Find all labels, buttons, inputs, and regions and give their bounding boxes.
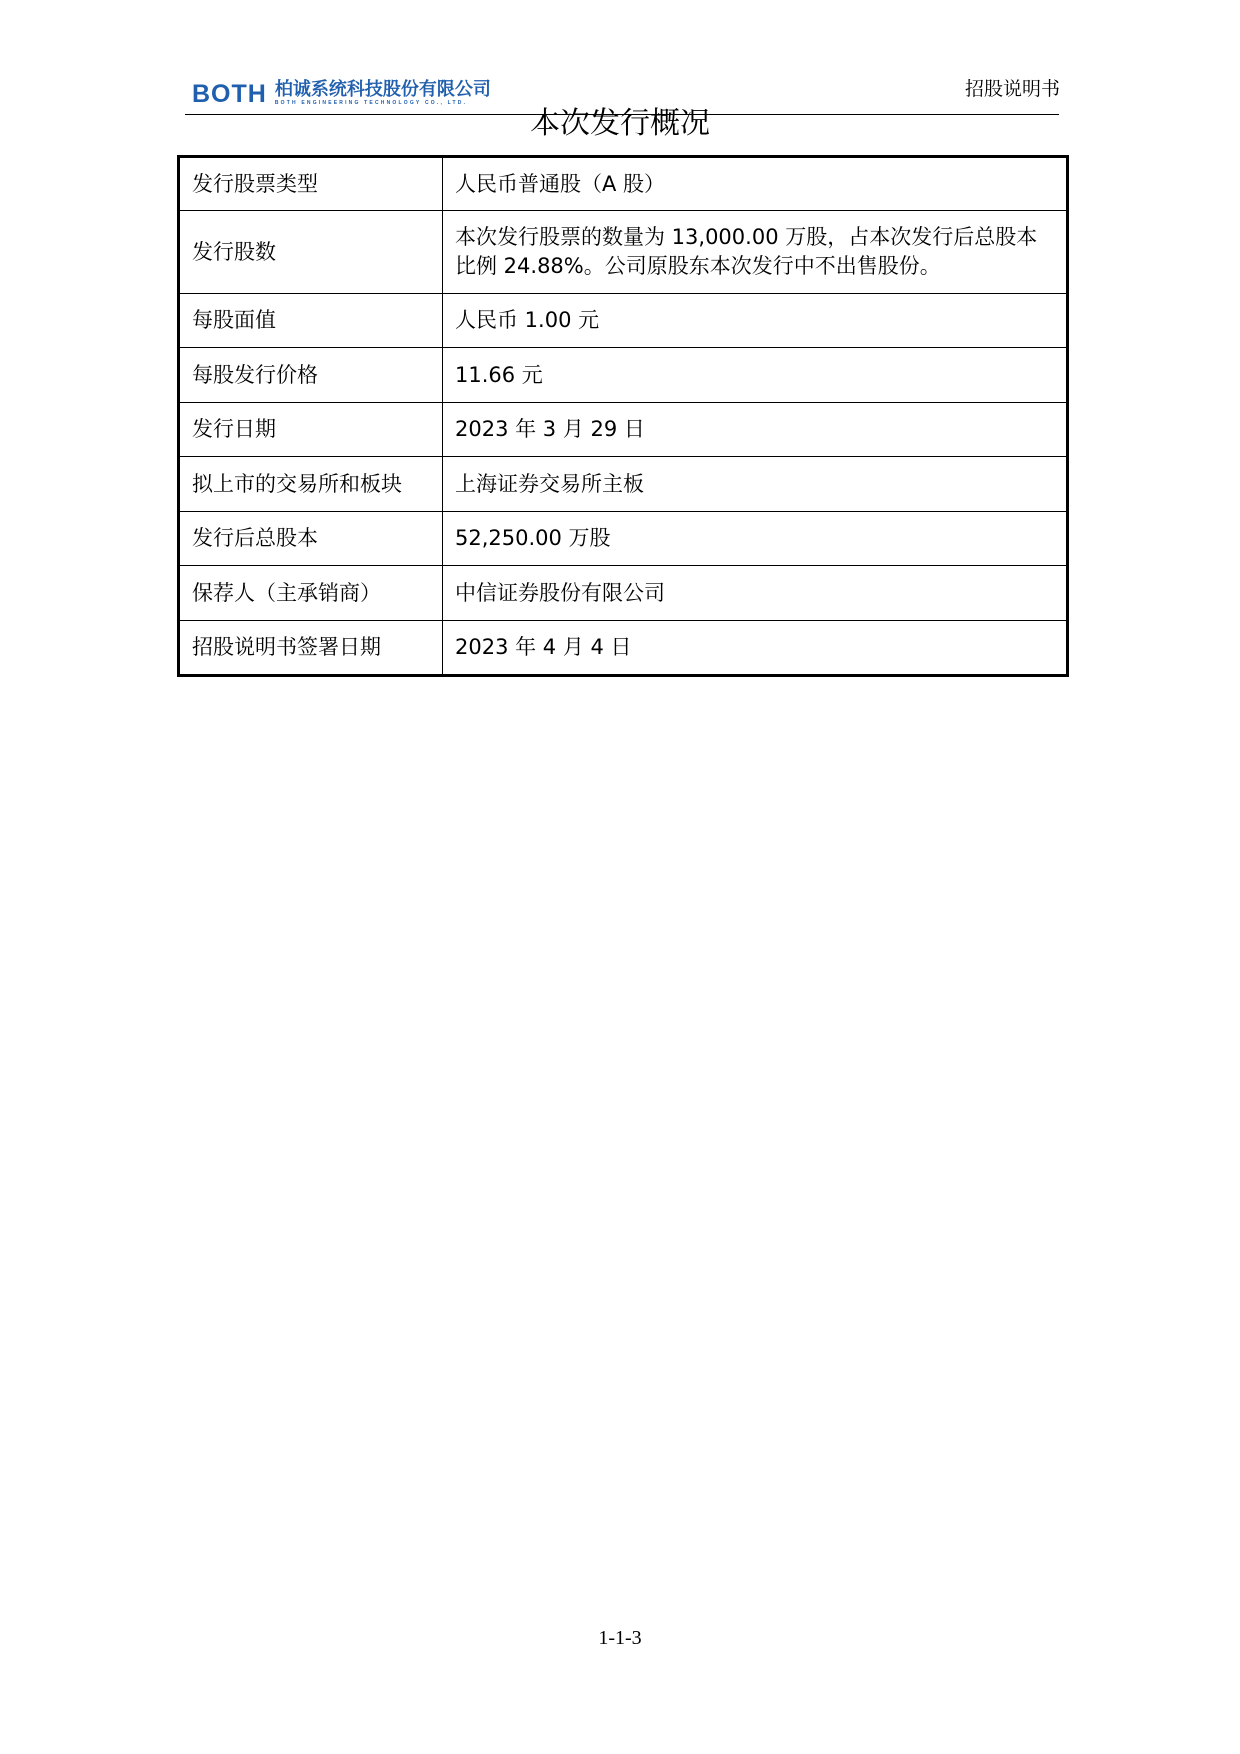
row-value: 上海证券交易所主板 — [443, 457, 1068, 512]
row-label: 发行日期 — [179, 403, 443, 457]
doc-type-label: 招股说明书 — [964, 78, 1060, 100]
row-value: 11.66 元 — [443, 348, 1068, 403]
row-value: 2023 年 4 月 4 日 — [443, 621, 1068, 676]
offering-summary-table — [177, 155, 1069, 677]
page-number: 1-1-3 — [598, 1627, 642, 1649]
logo-company-en: BOTH ENGINEERING TECHNOLOGY CO., LTD. — [274, 100, 468, 106]
logo-company-cn: 柏诚系统科技股份有限公司 — [274, 79, 491, 100]
row-value: 2023 年 3 月 29 日 — [443, 403, 1068, 457]
table-row — [179, 294, 1068, 348]
page-title: 本次发行概况 — [530, 106, 710, 141]
row-label: 招股说明书签署日期 — [179, 621, 443, 676]
table-row — [179, 348, 1068, 403]
row-value: 中信证券股份有限公司 — [443, 566, 1068, 621]
row-value: 人民币普通股（A 股） — [443, 157, 1068, 211]
row-label: 保荐人（主承销商） — [179, 566, 443, 621]
table-row — [179, 566, 1068, 621]
row-value: 52,250.00 万股 — [443, 512, 1068, 566]
row-label: 发行股票类型 — [179, 157, 443, 211]
row-value: 本次发行股票的数量为 13,000.00 万股，占本次发行后总股本比例 24.88%。公司原股东本次发行中不出售股份。 — [443, 211, 1068, 294]
row-label: 拟上市的交易所和板块 — [179, 457, 443, 512]
logo-text — [275, 80, 491, 106]
table-row — [179, 512, 1068, 566]
row-label: 每股发行价格 — [179, 348, 443, 403]
table-row — [179, 157, 1068, 211]
row-label: 每股面值 — [179, 294, 443, 348]
table-row — [179, 457, 1068, 512]
logo-brand: BOTH — [192, 80, 267, 108]
row-label: 发行后总股本 — [179, 512, 443, 566]
table-row — [179, 211, 1068, 294]
row-label: 发行股数 — [179, 211, 443, 294]
table-row — [179, 621, 1068, 676]
table-row — [179, 403, 1068, 457]
row-value: 人民币 1.00 元 — [443, 294, 1068, 348]
